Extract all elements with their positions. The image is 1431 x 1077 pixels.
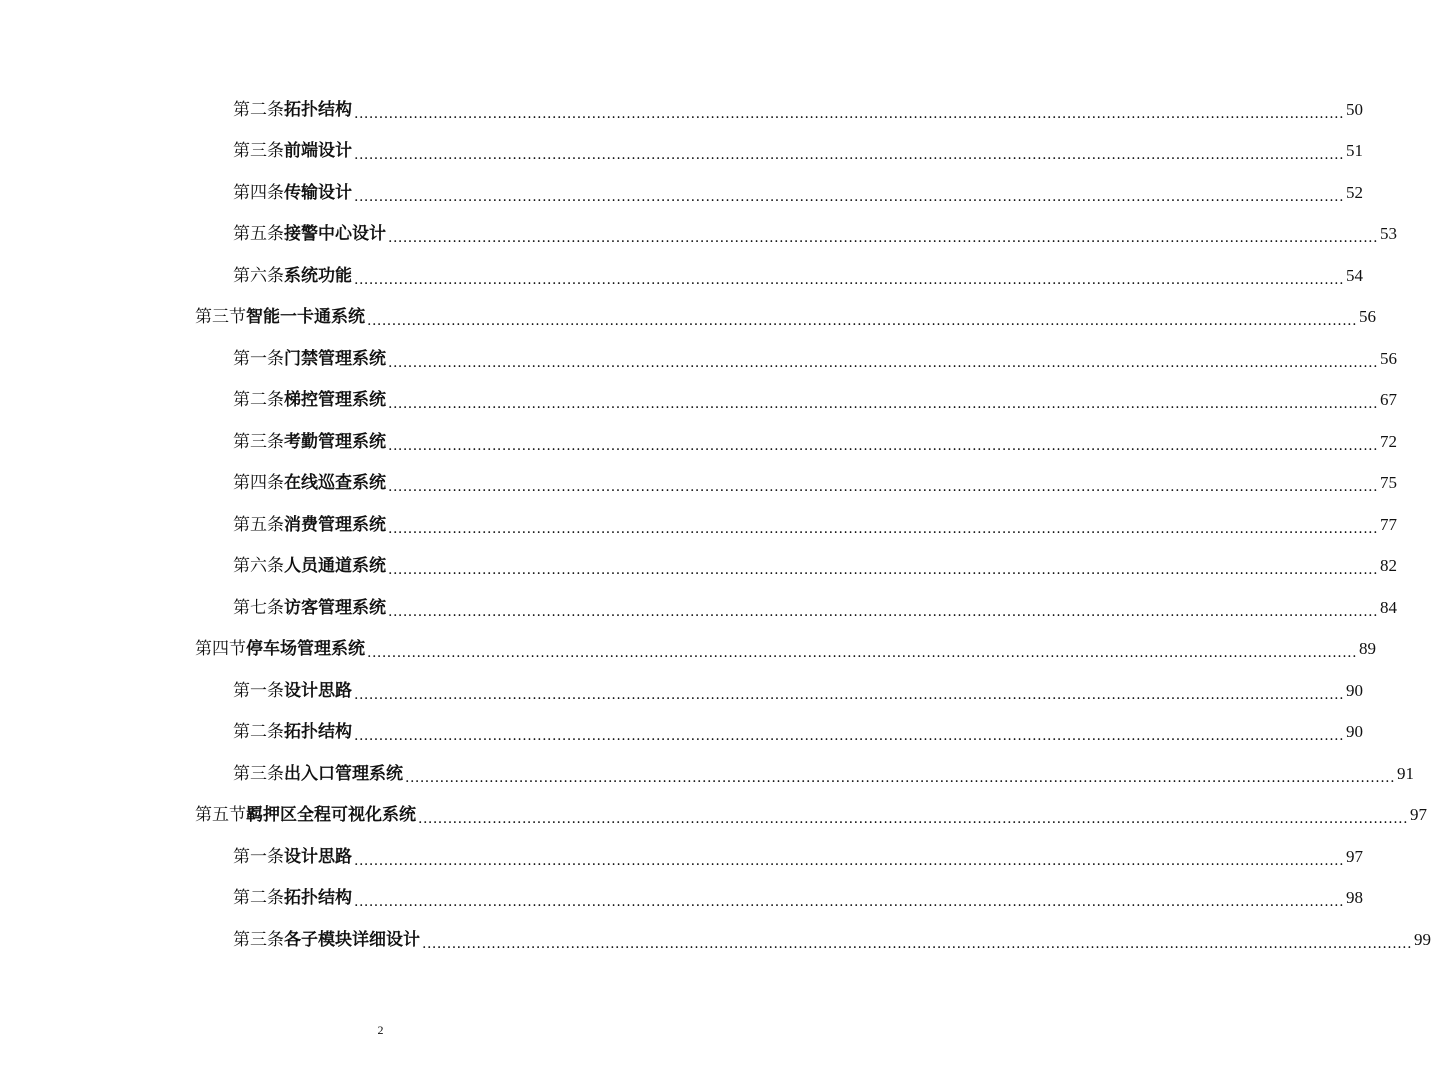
toc-entry-page: 77	[1380, 514, 1398, 534]
toc-entry[interactable]	[0, 504, 1398, 546]
toc-entry[interactable]	[0, 712, 1364, 754]
toc-entry-title: 考勤管理系统	[284, 431, 386, 452]
toc-entry-page: 53	[1380, 224, 1398, 244]
toc-entry-number: 第五节	[195, 805, 246, 826]
toc-entry-title: 系统功能	[284, 265, 352, 286]
toc-entry-number: 第三条	[233, 929, 284, 950]
toc-entry[interactable]	[0, 587, 1398, 629]
toc-entry-number: 第二条	[233, 99, 284, 120]
toc-entry-number: 第三节	[195, 307, 246, 328]
toc-entry[interactable]	[0, 172, 1364, 214]
dot-leader: ........................................................................................................................................................................................................	[388, 396, 1379, 413]
toc-entry-title: 拓扑结构	[284, 888, 352, 909]
toc-entry-page: 99	[1414, 929, 1431, 949]
dot-leader: ........................................................................................................................................................................................................	[388, 603, 1379, 620]
toc-entry-number: 第七条	[233, 597, 284, 618]
toc-entry-title: 拓扑结构	[284, 722, 352, 743]
dot-leader: ........................................................................................................................................................................................................	[388, 520, 1379, 537]
dot-leader: ........................................................................................................................................................................................................	[354, 686, 1345, 703]
toc-entry-page: 89	[1359, 639, 1377, 659]
toc-entry-title: 门禁管理系统	[284, 348, 386, 369]
toc-entry[interactable]	[0, 131, 1364, 173]
toc-entry-number: 第四条	[233, 473, 284, 494]
toc-entry[interactable]	[0, 836, 1364, 878]
toc-entry-number: 第三条	[233, 763, 284, 784]
toc-entry-title: 各子模块详细设计	[284, 929, 420, 950]
toc-entry[interactable]	[0, 878, 1364, 920]
toc-section-entry[interactable]	[0, 795, 1428, 837]
toc-entry-number: 第四条	[233, 182, 284, 203]
toc-entry[interactable]	[0, 421, 1398, 463]
toc-entry-number: 第三条	[233, 141, 284, 162]
toc-entry-page: 67	[1380, 390, 1398, 410]
toc-entry-page: 98	[1346, 888, 1364, 908]
dot-leader: ........................................................................................................................................................................................................	[388, 479, 1379, 496]
dot-leader: ........................................................................................................................................................................................................	[367, 645, 1358, 662]
dot-leader: ........................................................................................................................................................................................................	[367, 313, 1358, 330]
toc-entry-page: 75	[1380, 473, 1398, 493]
toc-entry-page: 54	[1346, 265, 1364, 285]
dot-leader: ........................................................................................................................................................................................................	[418, 811, 1409, 828]
toc-entry-number: 第二条	[233, 888, 284, 909]
table-of-contents	[0, 89, 1431, 961]
toc-entry-number: 第五条	[233, 514, 284, 535]
toc-entry-number: 第二条	[233, 722, 284, 743]
dot-leader: ........................................................................................................................................................................................................	[354, 852, 1345, 869]
dot-leader: ........................................................................................................................................................................................................	[354, 728, 1345, 745]
toc-entry-number: 第一条	[233, 846, 284, 867]
toc-entry-page: 90	[1346, 722, 1364, 742]
toc-entry-title: 在线巡查系统	[284, 473, 386, 494]
toc-section-entry[interactable]	[0, 629, 1377, 671]
dot-leader: ........................................................................................................................................................................................................	[354, 894, 1345, 911]
toc-entry-number: 第五条	[233, 224, 284, 245]
toc-entry-title: 拓扑结构	[284, 99, 352, 120]
toc-entry-title: 羁押区全程可视化系统	[246, 805, 416, 826]
dot-leader: ........................................................................................................................................................................................................	[388, 437, 1379, 454]
toc-entry-title: 访客管理系统	[284, 597, 386, 618]
toc-entry-page: 97	[1410, 805, 1428, 825]
dot-leader: ........................................................................................................................................................................................................	[354, 105, 1345, 122]
toc-entry-title: 停车场管理系统	[246, 639, 365, 660]
toc-entry[interactable]	[0, 753, 1415, 795]
toc-entry-title: 人员通道系统	[284, 556, 386, 577]
toc-entry-title: 设计思路	[284, 846, 352, 867]
toc-entry-page: 56	[1359, 307, 1377, 327]
toc-entry-title: 智能一卡通系统	[246, 307, 365, 328]
toc-entry-number: 第六条	[233, 556, 284, 577]
toc-entry[interactable]	[0, 919, 1431, 961]
toc-entry[interactable]	[0, 338, 1398, 380]
dot-leader: ........................................................................................................................................................................................................	[388, 230, 1379, 247]
toc-entry-page: 91	[1397, 763, 1415, 783]
toc-entry-number: 第四节	[195, 639, 246, 660]
toc-entry-number: 第三条	[233, 431, 284, 452]
dot-leader: ........................................................................................................................................................................................................	[405, 769, 1396, 786]
toc-entry-number: 第一条	[233, 348, 284, 369]
toc-entry[interactable]	[0, 89, 1364, 131]
toc-entry[interactable]	[0, 255, 1364, 297]
toc-entry-page: 84	[1380, 597, 1398, 617]
toc-entry-title: 消费管理系统	[284, 514, 386, 535]
toc-entry[interactable]	[0, 214, 1398, 256]
dot-leader: ........................................................................................................................................................................................................	[388, 354, 1379, 371]
toc-entry-title: 设计思路	[284, 680, 352, 701]
toc-entry-page: 72	[1380, 431, 1398, 451]
toc-entry-number: 第二条	[233, 390, 284, 411]
toc-entry-title: 传输设计	[284, 182, 352, 203]
toc-entry[interactable]	[0, 546, 1398, 588]
toc-entry-page: 82	[1380, 556, 1398, 576]
toc-entry-title: 出入口管理系统	[284, 763, 403, 784]
dot-leader: ........................................................................................................................................................................................................	[388, 562, 1379, 579]
toc-section-entry[interactable]	[0, 297, 1377, 339]
dot-leader: ........................................................................................................................................................................................................	[354, 271, 1345, 288]
toc-entry-page: 97	[1346, 846, 1364, 866]
toc-entry-page: 90	[1346, 680, 1364, 700]
dot-leader: ........................................................................................................................................................................................................	[354, 147, 1345, 164]
toc-entry[interactable]	[0, 670, 1364, 712]
toc-entry-title: 接警中心设计	[284, 224, 386, 245]
toc-entry[interactable]	[0, 463, 1398, 505]
toc-entry-title: 梯控管理系统	[284, 390, 386, 411]
toc-entry-page: 51	[1346, 141, 1364, 161]
toc-entry-number: 第六条	[233, 265, 284, 286]
page-number: 2	[377, 1023, 384, 1037]
toc-entry-page: 56	[1380, 348, 1398, 368]
dot-leader: ........................................................................................................................................................................................................	[354, 188, 1345, 205]
toc-entry-page: 52	[1346, 182, 1364, 202]
toc-entry-page: 50	[1346, 99, 1364, 119]
dot-leader: ........................................................................................................................................................................................................	[422, 935, 1413, 952]
toc-entry-title: 前端设计	[284, 141, 352, 162]
toc-entry-number: 第一条	[233, 680, 284, 701]
toc-entry[interactable]	[0, 380, 1398, 422]
